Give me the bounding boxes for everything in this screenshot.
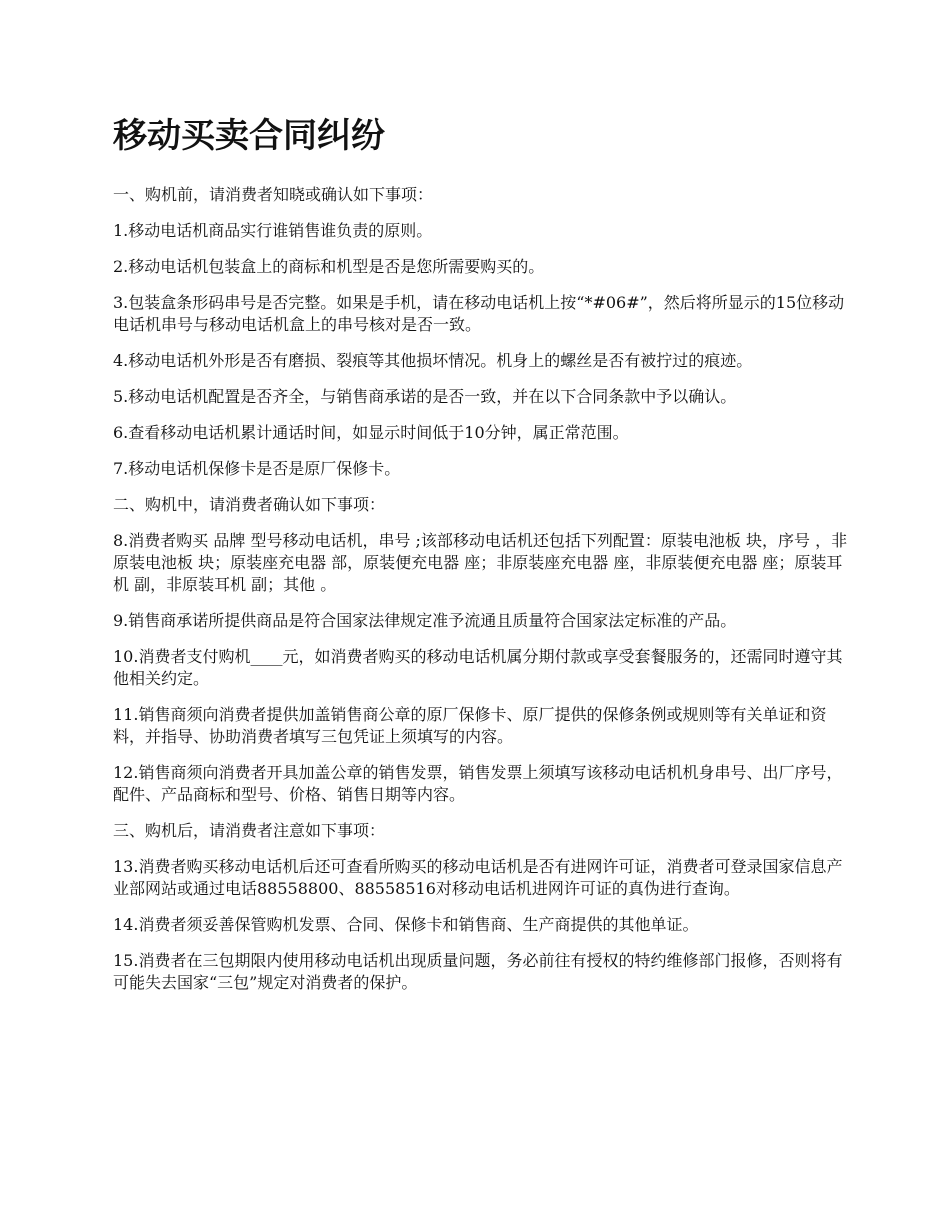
paragraph-item-10: 10.消费者支付购机____元，如消费者购买的移动电话机属分期付款或享受套餐服务的，还需同时遵守其他相关约定。 xyxy=(113,647,843,688)
document-body xyxy=(113,184,848,994)
paragraph-section-3-heading: 三、购机后，请消费者注意如下事项： xyxy=(113,821,386,840)
paragraph-item-2: 2.移动电话机包装盒上的商标和机型是否是您所需要购买的。 xyxy=(113,257,545,276)
paragraph-item-14: 14.消费者须妥善保管购机发票、合同、保修卡和销售商、生产商提供的其他单证。 xyxy=(113,915,699,934)
paragraph-item-9: 9.销售商承诺所提供商品是符合国家法律规定准予流通且质量符合国家法定标准的产品。 xyxy=(113,611,737,630)
paragraph-item-15: 15.消费者在三包期限内使用移动电话机出现质量问题，务必前往有授权的特约维修部门报修，否则将有可能失去国家“三包”规定对消费者的保护。 xyxy=(113,951,843,992)
paragraph-item-7: 7.移动电话机保修卡是否是原厂保修卡。 xyxy=(113,459,401,478)
paragraph-item-3: 3.包装盒条形码串号是否完整。如果是手机，请在移动电话机上按“*#06#”，然后将所显示的15位移动电话机串号与移动电话机盒上的串号核对是否一致。 xyxy=(113,293,845,334)
paragraph-item-5: 5.移动电话机配置是否齐全，与销售商承诺的是否一致，并在以下合同条款中予以确认。 xyxy=(113,387,737,406)
paragraph-item-13: 13.消费者购买移动电话机后还可查看所购买的移动电话机是否有进网许可证，消费者可登录国家信息产业部网站或通过电话88558800、88558516对移动电话机进网许可证的真伪进行查询。 xyxy=(113,857,843,898)
paragraph-section-1-heading: 一、购机前，请消费者知晓或确认如下事项： xyxy=(113,185,434,204)
paragraph-item-4: 4.移动电话机外形是否有磨损、裂痕等其他损坏情况。机身上的螺丝是否有被拧过的痕迹。 xyxy=(113,351,753,370)
paragraph-item-1: 1.移动电话机商品实行谁销售谁负责的原则。 xyxy=(113,221,433,240)
paragraph-section-2-heading: 二、购机中，请消费者确认如下事项： xyxy=(113,495,386,514)
document-page xyxy=(113,112,848,1008)
paragraph-item-8: 8.消费者购买 品牌 型号移动电话机，串号 ;该部移动电话机还包括下列配置：原装电池板 块，序号 ，非原装电池板 块；原装座充电器 部，原装便充电器 座；非原装座充电器 座，非原装便充电器 座；原装耳机 副，非原装耳机 副；其他 。 xyxy=(113,531,848,594)
paragraph-item-11: 11.销售商须向消费者提供加盖销售商公章的原厂保修卡、原厂提供的保修条例或规则等有关单证和资料，并指导、协助消费者填写三包凭证上须填写的内容。 xyxy=(113,705,827,746)
paragraph-item-12: 12.销售商须向消费者开具加盖公章的销售发票，销售发票上须填写该移动电话机机身串号、出厂序号，配件、产品商标和型号、价格、销售日期等内容。 xyxy=(113,763,843,804)
paragraph-item-6: 6.查看移动电话机累计通话时间，如显示时间低于10分钟，属正常范围。 xyxy=(113,423,629,442)
document-title: 移动买卖合同纠纷 xyxy=(113,116,385,156)
